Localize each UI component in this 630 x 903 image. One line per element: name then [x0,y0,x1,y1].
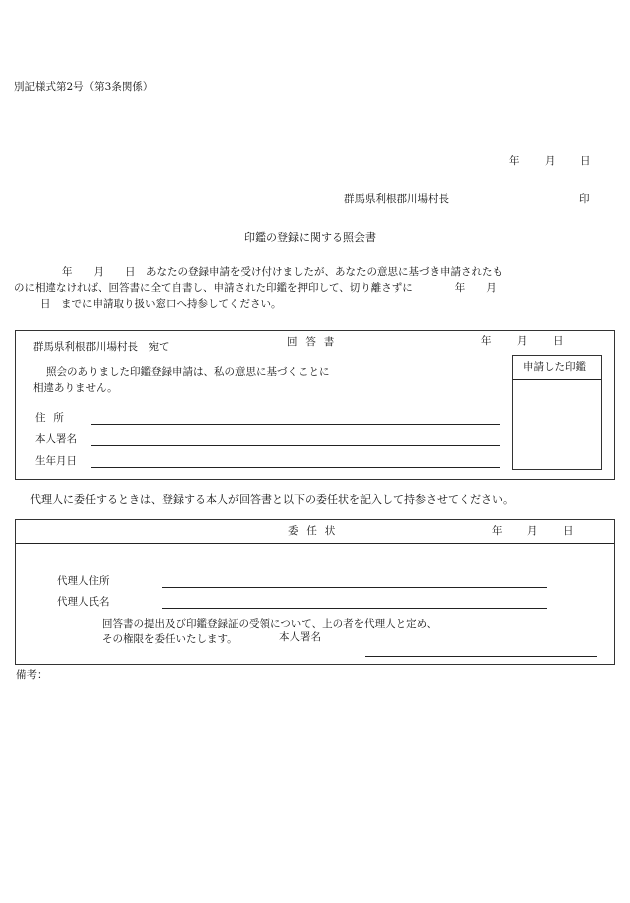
date-month-label: 月 [545,155,556,167]
delegation-date-year: 年 [492,525,503,537]
date-year-label: 年 [509,155,520,167]
date-day-label: 日 [580,155,591,167]
delegation-signature-label: 本人署名 [279,631,321,643]
reply-title: 回答書 [287,336,343,348]
form-number-label: 別記様式第2号（第3条関係） [14,81,154,93]
reply-statement-1: 照会のありました印鑑登録申請は、私の意思に基づくことに [46,366,330,378]
seal-box-divider [513,379,601,380]
proxy-name-label: 代理人氏名 [57,596,110,608]
delegation-header-divider [16,543,614,544]
notice-line-1: 年 月 日 あなたの登録申請を受け付けましたが、あなたの意思に基づき申請されたも [62,266,503,278]
birthdate-input-line[interactable] [91,467,500,468]
reply-date-month: 月 [517,335,528,347]
seal-mark: 印 [579,193,590,205]
reply-addressee: 群馬県利根郡川場村長 宛て [33,341,170,353]
reply-date-year: 年 [481,335,492,347]
document-title: 印鑑の登録に関する照会書 [244,231,376,244]
proxy-note: 代理人に委任するときは、登録する本人が回答書と以下の委任状を記入して持参させてください。 [30,493,514,506]
remarks-label: 備考： [16,669,48,681]
notice-line-2: のに相違なければ、回答書に全て自書し、申請された印鑑を押印して、切り離さずに 年 月 [14,282,497,294]
proxy-address-input-line[interactable] [162,587,547,588]
seal-box-label: 申請した印鑑 [523,361,586,373]
delegation-date-month: 月 [527,525,538,537]
reply-date-day: 日 [553,335,564,347]
delegation-title: 委任状 [288,525,344,537]
delegation-date-day: 日 [563,525,574,537]
address-input-line[interactable] [91,424,500,425]
signature-input-line[interactable] [91,445,500,446]
sender-name: 群馬県利根郡川場村長 [344,193,449,205]
field-label-signature: 本人署名 [35,433,77,445]
proxy-address-label: 代理人住所 [57,575,110,587]
delegation-signature-line[interactable] [365,656,597,657]
field-label-birthdate: 生年月日 [35,455,77,467]
notice-line-3: 日 までに申請取り扱い窓口へ持参してください。 [40,298,282,310]
reply-statement-2: 相違ありません。 [33,382,118,394]
proxy-name-input-line[interactable] [162,608,547,609]
delegation-text-1: 回答書の提出及び印鑑登録証の受領について、上の者を代理人と定め、 [102,618,438,630]
field-label-address: 住所 [35,412,72,424]
delegation-text-2: その権限を委任いたします。 [102,633,238,645]
